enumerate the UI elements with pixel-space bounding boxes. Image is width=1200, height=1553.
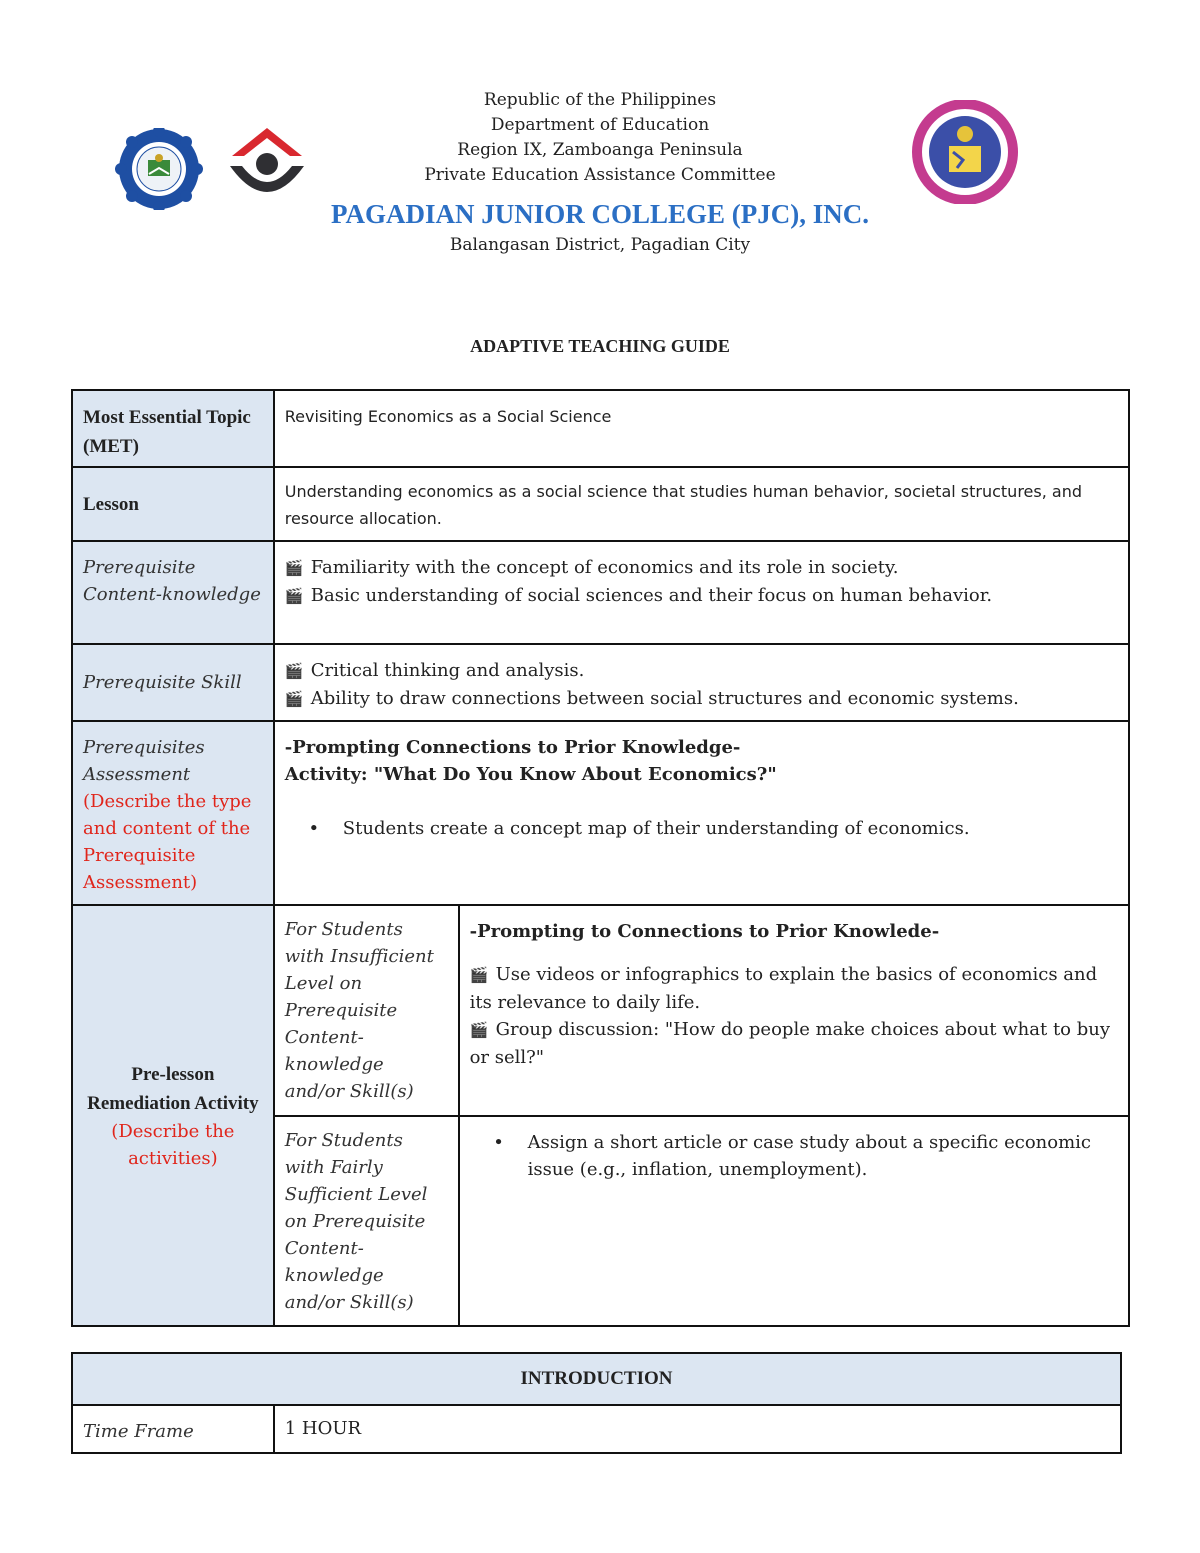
clapperboard-icon: 🎬 bbox=[469, 1021, 489, 1039]
assessment-activity: Activity: "What Do You Know About Economics?" bbox=[284, 764, 777, 785]
clapperboard-icon: 🎬 bbox=[284, 559, 304, 577]
header-line-region: Region IX, Zamboanga Peninsula bbox=[457, 140, 743, 160]
header-line-republic: Republic of the Philippines bbox=[483, 90, 717, 110]
time-frame-label: Time Frame bbox=[72, 1405, 274, 1453]
clapperboard-icon: 🎬 bbox=[284, 587, 304, 605]
insufficient-heading: -Prompting to Connections to Prior Knowlede- bbox=[469, 921, 940, 942]
list-item: • Students create a concept map of their understanding of economics. bbox=[285, 815, 1118, 842]
prereq-skill-row bbox=[72, 644, 1129, 721]
time-frame-value: 1 HOUR bbox=[274, 1405, 1121, 1453]
fairly-content bbox=[459, 1116, 1129, 1326]
list-item: 🎬 Critical thinking and analysis. bbox=[285, 657, 1118, 685]
assessment-note: (Describe the type and content of the Prerequisite Assessment) bbox=[83, 791, 252, 893]
insufficient-content bbox=[459, 905, 1129, 1116]
assessment-row bbox=[72, 721, 1129, 905]
prereq-content-label: Prerequisite Content-knowledge bbox=[72, 541, 274, 644]
header-line-committee: Private Education Assistance Committee bbox=[424, 165, 776, 185]
remediation-label-cell bbox=[72, 905, 274, 1326]
bullet-icon: • bbox=[308, 818, 320, 839]
introduction-heading-row bbox=[72, 1353, 1121, 1405]
remediation-row-insufficient bbox=[72, 905, 1129, 1116]
document-title: ADAPTIVE TEACHING GUIDE bbox=[470, 336, 730, 356]
header-line-department: Department of Education bbox=[490, 115, 710, 135]
lesson-value: Understanding economics as a social science that studies human behavior, societal structures, and resource allocation. bbox=[274, 467, 1129, 541]
lesson-row bbox=[72, 467, 1129, 541]
clapperboard-icon: 🎬 bbox=[469, 966, 489, 984]
assessment-heading: -Prompting Connections to Prior Knowledge- bbox=[284, 737, 741, 758]
list-item: • Assign a short article or case study about a specific economic issue (e.g., inflation, unemployment). bbox=[470, 1129, 1118, 1183]
list-item: 🎬 Familiarity with the concept of economics and its role in society. bbox=[285, 554, 1118, 582]
remediation-note: (Describe the activities) bbox=[111, 1120, 235, 1169]
assessment-label: Prerequisites Assessment bbox=[83, 737, 205, 785]
letterhead bbox=[0, 88, 1200, 258]
school-address: Balangasan District, Pagadian City bbox=[449, 235, 751, 255]
prereq-content-list bbox=[274, 541, 1129, 644]
prereq-content-row bbox=[72, 541, 1129, 644]
lesson-label: Lesson bbox=[72, 467, 274, 541]
prereq-skill-label: Prerequisite Skill bbox=[72, 644, 274, 721]
remediation-label: Pre-lesson Remediation Activity bbox=[87, 1063, 259, 1114]
assessment-content bbox=[274, 721, 1129, 905]
bullet-icon: • bbox=[493, 1132, 504, 1153]
introduction-table bbox=[71, 1352, 1122, 1454]
clapperboard-icon: 🎬 bbox=[284, 662, 304, 680]
list-item: 🎬 Group discussion: "How do people make choices about what to buy or sell?" bbox=[469, 1019, 1111, 1068]
time-frame-row bbox=[72, 1405, 1121, 1453]
met-label: Most Essential Topic (MET) bbox=[72, 390, 274, 467]
list-item: 🎬 Use videos or infographics to explain the basics of economics and its relevance to daily life. bbox=[469, 964, 1098, 1013]
list-item: 🎬 Basic understanding of social sciences and their focus on human behavior. bbox=[285, 582, 1118, 610]
insufficient-label: For Students with Insufficient Level on Prerequisite Content-knowledge and/or Skill(s) bbox=[274, 905, 459, 1116]
met-row bbox=[72, 390, 1129, 467]
list-item: 🎬 Ability to draw connections between social structures and economic systems. bbox=[285, 685, 1118, 713]
teaching-guide-table bbox=[71, 389, 1130, 1327]
clapperboard-icon: 🎬 bbox=[284, 690, 304, 708]
prereq-skill-list bbox=[274, 644, 1129, 721]
school-name: PAGADIAN JUNIOR COLLEGE (PJC), INC. bbox=[330, 199, 869, 229]
met-value: Revisiting Economics as a Social Science bbox=[274, 390, 1129, 467]
fairly-label: For Students with Fairly Sufficient Level on Prerequisite Content-knowledge and/or Skill(s) bbox=[274, 1116, 459, 1326]
assessment-label-cell bbox=[72, 721, 274, 905]
introduction-heading: INTRODUCTION bbox=[72, 1353, 1121, 1405]
